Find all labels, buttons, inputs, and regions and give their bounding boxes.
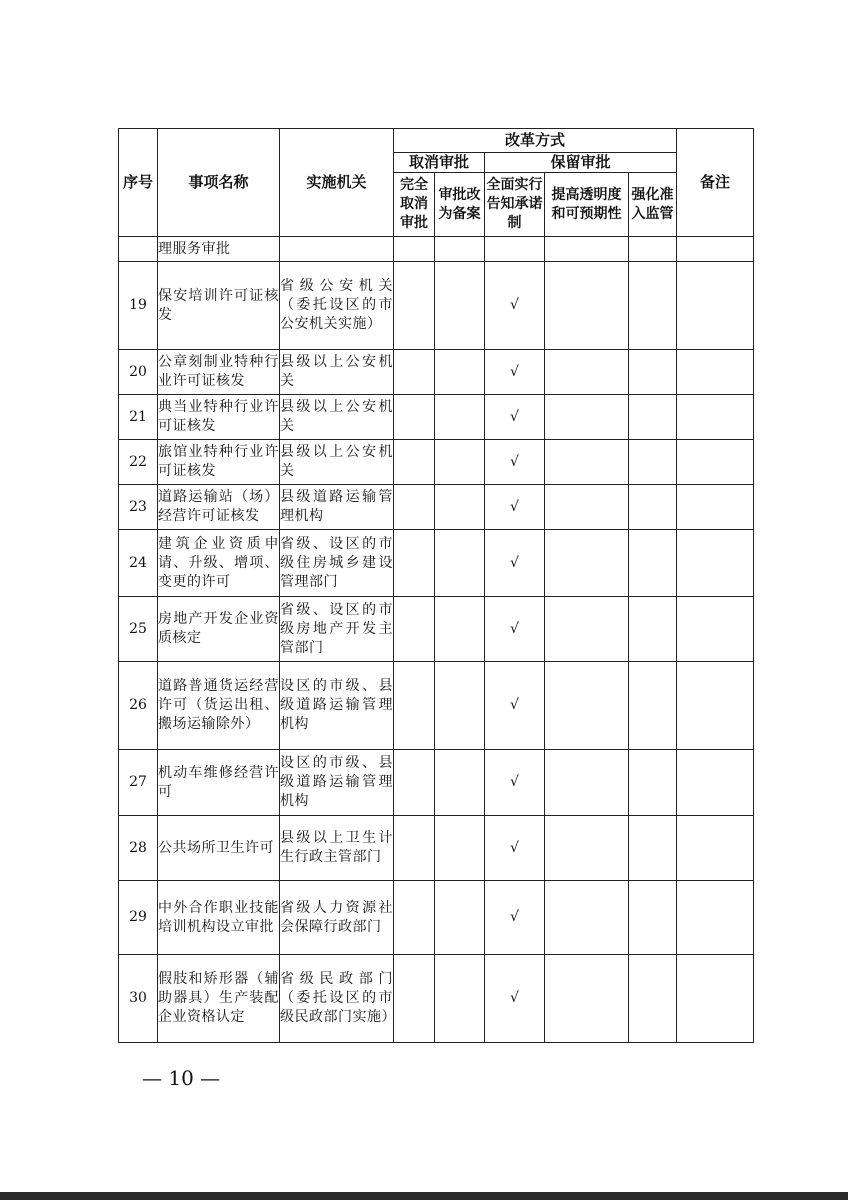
header-cancel-full: 完全取消审批 <box>394 173 435 237</box>
row-supervision <box>629 262 677 350</box>
row-transparency <box>545 881 629 955</box>
row-supervision <box>629 955 677 1043</box>
row-agency: 设区的市级、县级道路运输管理机构 <box>280 662 394 750</box>
row-item-name: 房地产开发企业资质核定 <box>158 597 280 662</box>
empty-cell <box>545 237 629 262</box>
row-number: 22 <box>119 440 158 485</box>
row-item-name: 假肢和矫形器（辅助器具）生产装配企业资格认定 <box>158 955 280 1043</box>
row-supervision <box>629 597 677 662</box>
row-supervision <box>629 395 677 440</box>
row-change-filing <box>435 440 485 485</box>
table-row <box>119 350 754 395</box>
table-row <box>119 440 754 485</box>
row-number: 30 <box>119 955 158 1043</box>
row-remarks <box>677 662 754 750</box>
header-agency: 实施机关 <box>280 129 394 237</box>
row-cancel-full <box>394 262 435 350</box>
row-commitment-checkmark: √ <box>485 350 545 395</box>
row-remarks <box>677 597 754 662</box>
row-number: 23 <box>119 485 158 530</box>
row-agency: 省级、设区的市级住房城乡建设管理部门 <box>280 530 394 597</box>
row-change-filing <box>435 262 485 350</box>
row-cancel-full <box>394 395 435 440</box>
row-change-filing <box>435 816 485 881</box>
row-remarks <box>677 395 754 440</box>
row-cancel-full <box>394 530 435 597</box>
row-agency: 县级道路运输管理机构 <box>280 485 394 530</box>
row-change-filing <box>435 530 485 597</box>
table-row <box>119 597 754 662</box>
row-item-name: 保安培训许可证核发 <box>158 262 280 350</box>
header-seq: 序号 <box>119 129 158 237</box>
row-commitment-checkmark: √ <box>485 485 545 530</box>
row-remarks <box>677 750 754 816</box>
row-supervision <box>629 662 677 750</box>
row-change-filing <box>435 350 485 395</box>
row-commitment-checkmark: √ <box>485 262 545 350</box>
header-supervision: 强化准入监管 <box>629 173 677 237</box>
row-agency: 省级公安机关（委托设区的市公安机关实施） <box>280 262 394 350</box>
header-change-filing: 审批改为备案 <box>435 173 485 237</box>
row-transparency <box>545 530 629 597</box>
row-supervision <box>629 530 677 597</box>
row-agency: 县级以上公安机关 <box>280 440 394 485</box>
row-change-filing <box>435 955 485 1043</box>
row-change-filing <box>435 395 485 440</box>
row-supervision <box>629 750 677 816</box>
row-transparency <box>545 262 629 350</box>
row-cancel-full <box>394 750 435 816</box>
empty-cell <box>280 237 394 262</box>
row-item-name: 公章刻制业特种行业许可证核发 <box>158 350 280 395</box>
row-cancel-full <box>394 350 435 395</box>
row-cancel-full <box>394 816 435 881</box>
row-number: 29 <box>119 881 158 955</box>
continuation-item-name: 理服务审批 <box>158 237 280 262</box>
row-supervision <box>629 350 677 395</box>
empty-cell <box>677 237 754 262</box>
row-agency: 县级以上公安机关 <box>280 395 394 440</box>
row-remarks <box>677 955 754 1043</box>
table-row <box>119 750 754 816</box>
row-remarks <box>677 530 754 597</box>
table-row <box>119 955 754 1043</box>
row-item-name: 典当业特种行业许可证核发 <box>158 395 280 440</box>
row-number: 28 <box>119 816 158 881</box>
row-remarks <box>677 881 754 955</box>
row-supervision <box>629 485 677 530</box>
scan-bottom-edge <box>0 1192 848 1200</box>
empty-cell <box>394 237 435 262</box>
row-commitment-checkmark: √ <box>485 597 545 662</box>
row-transparency <box>545 662 629 750</box>
row-cancel-full <box>394 662 435 750</box>
row-commitment-checkmark: √ <box>485 440 545 485</box>
row-cancel-full <box>394 955 435 1043</box>
header-commitment: 全面实行告知承诺制 <box>485 173 545 237</box>
table-row <box>119 530 754 597</box>
row-commitment-checkmark: √ <box>485 750 545 816</box>
row-cancel-full <box>394 597 435 662</box>
row-number: 24 <box>119 530 158 597</box>
row-cancel-full <box>394 440 435 485</box>
row-item-name: 道路运输站（场）经营许可证核发 <box>158 485 280 530</box>
row-remarks <box>677 262 754 350</box>
row-agency: 省级、设区的市级房地产开发主管部门 <box>280 597 394 662</box>
row-agency: 省级民政部门（委托设区的市级民政部门实施） <box>280 955 394 1043</box>
table-row <box>119 881 754 955</box>
row-agency: 省级人力资源社会保障行政部门 <box>280 881 394 955</box>
table-row <box>119 816 754 881</box>
header-item-name: 事项名称 <box>158 129 280 237</box>
row-number: 27 <box>119 750 158 816</box>
empty-cell <box>629 237 677 262</box>
table-row <box>119 395 754 440</box>
empty-cell <box>435 237 485 262</box>
row-change-filing <box>435 750 485 816</box>
row-item-name: 公共场所卫生许可 <box>158 816 280 881</box>
row-item-name: 道路普通货运经营许可（货运出租、搬场运输除外） <box>158 662 280 750</box>
row-change-filing <box>435 597 485 662</box>
row-remarks <box>677 816 754 881</box>
row-transparency <box>545 395 629 440</box>
row-number: 25 <box>119 597 158 662</box>
row-commitment-checkmark: √ <box>485 816 545 881</box>
row-cancel-full <box>394 485 435 530</box>
row-transparency <box>545 750 629 816</box>
row-commitment-checkmark: √ <box>485 530 545 597</box>
table-row <box>119 262 754 350</box>
row-transparency <box>545 485 629 530</box>
row-number: 21 <box>119 395 158 440</box>
row-transparency <box>545 955 629 1043</box>
row-agency: 县级以上卫生计生行政主管部门 <box>280 816 394 881</box>
header-transparency: 提高透明度和可预期性 <box>545 173 629 237</box>
row-item-name: 机动车维修经营许可 <box>158 750 280 816</box>
row-agency: 设区的市级、县级道路运输管理机构 <box>280 750 394 816</box>
row-commitment-checkmark: √ <box>485 395 545 440</box>
reform-items-table <box>118 128 754 1043</box>
row-item-name: 中外合作职业技能培训机构设立审批 <box>158 881 280 955</box>
empty-cell <box>485 237 545 262</box>
page-number: — 10 — <box>142 1066 221 1090</box>
row-cancel-full <box>394 881 435 955</box>
continuation-row <box>119 237 754 262</box>
row-supervision <box>629 440 677 485</box>
row-number: 26 <box>119 662 158 750</box>
row-transparency <box>545 350 629 395</box>
row-change-filing <box>435 662 485 750</box>
empty-cell <box>119 237 158 262</box>
row-transparency <box>545 816 629 881</box>
row-remarks <box>677 440 754 485</box>
row-number: 20 <box>119 350 158 395</box>
row-remarks <box>677 350 754 395</box>
header-reform-method: 改革方式 <box>394 129 677 153</box>
table-row <box>119 662 754 750</box>
header-cancel-group: 取消审批 <box>394 153 485 173</box>
row-commitment-checkmark: √ <box>485 955 545 1043</box>
row-supervision <box>629 816 677 881</box>
row-item-name: 旅馆业特种行业许可证核发 <box>158 440 280 485</box>
header-keep-group: 保留审批 <box>485 153 677 173</box>
row-item-name: 建筑企业资质申请、升级、增项、变更的许可 <box>158 530 280 597</box>
table-row <box>119 485 754 530</box>
row-agency: 县级以上公安机关 <box>280 350 394 395</box>
row-supervision <box>629 881 677 955</box>
row-commitment-checkmark: √ <box>485 662 545 750</box>
row-transparency <box>545 440 629 485</box>
row-change-filing <box>435 881 485 955</box>
row-transparency <box>545 597 629 662</box>
row-change-filing <box>435 485 485 530</box>
header-remarks: 备注 <box>677 129 754 237</box>
row-remarks <box>677 485 754 530</box>
row-commitment-checkmark: √ <box>485 881 545 955</box>
row-number: 19 <box>119 262 158 350</box>
